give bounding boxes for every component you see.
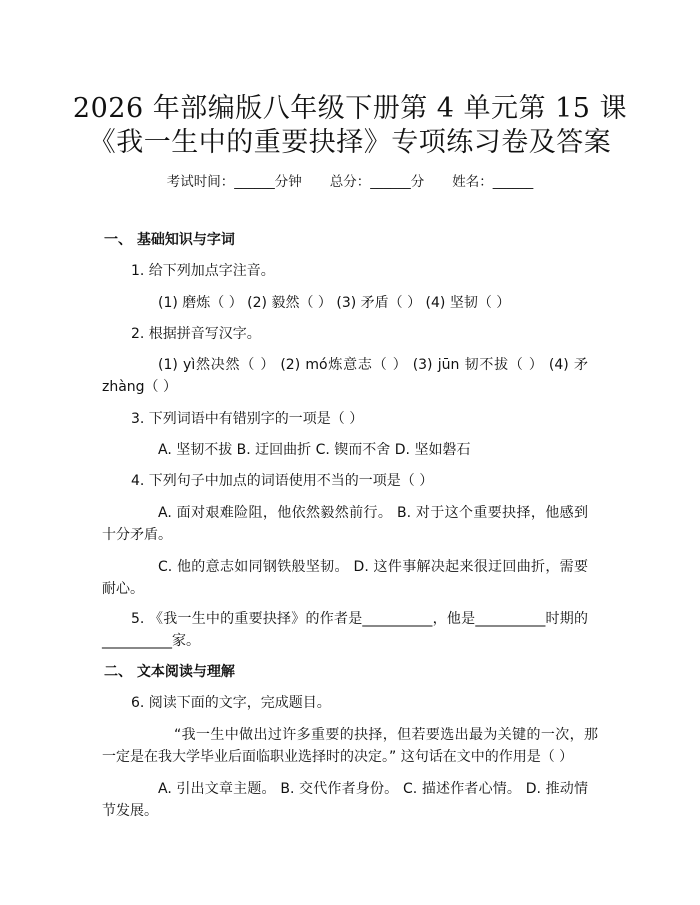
question-3-stem: 3. 下列词语中有错别字的一项是（ ） — [131, 411, 364, 427]
question-3-options: A. 坚韧不拔 B. 迂回曲折 C. 锲而不舍 D. 坚如磐石 — [158, 442, 471, 458]
question-6-stem: 6. 阅读下面的文字，完成题目。 — [131, 695, 331, 711]
exam-time-field: 考试时间：______分钟 — [166, 174, 302, 190]
question-5-stem: 5. 《我一生中的重要抉择》的作者是__________，他是__________时期的__________家。 — [102, 611, 588, 649]
question-2-items: (1) yì然决然（ ） (2) mó炼意志（ ） (3) jūn 韧不拔（ ） (4) 矛zhàng（ ） — [102, 357, 588, 395]
question-1-stem: 1. 给下列加点字注音。 — [131, 263, 275, 279]
question-4-options-ab: A. 面对艰难险阻，他依然毅然前行。 B. 对于这个重要抉择，他感到十分矛盾。 — [102, 505, 588, 543]
question-4-options-cd: C. 他的意志如同钢铁般坚韧。 D. 这件事解决起来很迂回曲折，需要耐心。 — [102, 559, 588, 597]
exam-meta — [0, 170, 700, 190]
section-1-heading: 一、 基础知识与字词 — [104, 232, 235, 248]
page-title-line-2: 《我一生中的重要抉择》专项练习卷及答案 — [88, 127, 612, 158]
section-2-heading: 二、 文本阅读与理解 — [104, 664, 235, 680]
question-1-items: (1) 磨炼（ ） (2) 毅然（ ） (3) 矛盾（ ） (4) 坚韧（ ） — [158, 295, 511, 311]
total-score-field: 总分：______分 — [329, 174, 425, 190]
question-6-passage: “我一生中做出过许多重要的抉择，但若要选出最为关键的一次，那一定是在我大学毕业后面临职业选择时的决定。” 这句话在文中的作用是（ ） — [102, 727, 598, 765]
student-name-field: 姓名：______ — [452, 174, 534, 190]
page-title-line-1: 2026 年部编版八年级下册第 4 单元第 15 课 — [72, 93, 628, 124]
question-6-options: A. 引出文章主题。 B. 交代作者身份。 C. 描述作者心情。 D. 推动情节发展。 — [102, 781, 588, 819]
question-4-stem: 4. 下列句子中加点的词语使用不当的一项是（ ） — [131, 473, 434, 489]
question-2-stem: 2. 根据拼音写汉字。 — [131, 326, 261, 342]
